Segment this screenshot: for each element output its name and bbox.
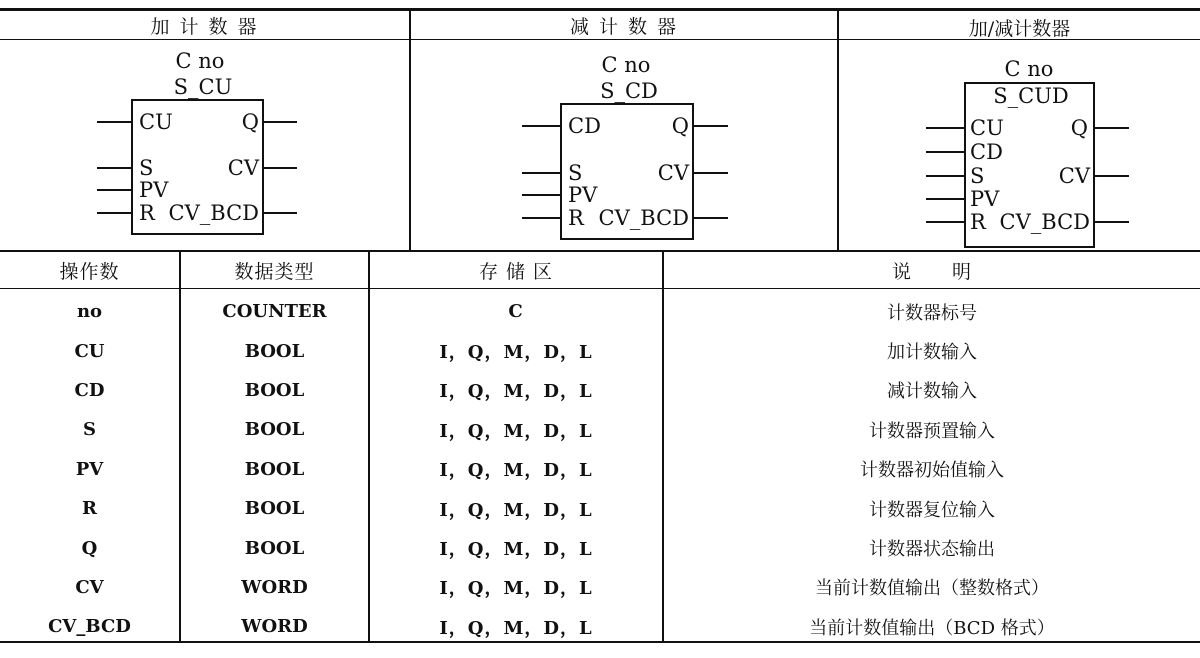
pin-label: Q bbox=[671, 114, 689, 138]
title-down-counter: 减 计 数 器 bbox=[569, 16, 679, 38]
cell-data-type: BOOL bbox=[244, 379, 305, 401]
pin-label: CD bbox=[568, 114, 601, 138]
cell-memory-area: I，Q，M，D，L bbox=[439, 342, 593, 364]
cell-operand: CU bbox=[74, 340, 105, 362]
pin-label: R bbox=[139, 201, 155, 225]
cell-operand: CD bbox=[74, 379, 105, 401]
cell-operand: no bbox=[76, 301, 103, 323]
cell-operand: R bbox=[82, 498, 97, 520]
block-name: C no bbox=[1004, 57, 1054, 81]
cell-operand: CV bbox=[75, 576, 104, 598]
title-updown-counter: 加/减计数器 bbox=[968, 18, 1071, 40]
pin-label: CD bbox=[970, 140, 1003, 164]
cell-description: 计数器状态输出 bbox=[869, 539, 995, 561]
block-name: C no bbox=[601, 53, 651, 77]
cell-description: 加计数输入 bbox=[887, 342, 977, 364]
pin-label: CV_BCD bbox=[168, 201, 259, 225]
pin-label: Q bbox=[241, 110, 259, 134]
cell-operand: CV_BCD bbox=[48, 616, 131, 638]
pin-label: CV bbox=[1058, 164, 1090, 188]
pin-label: R bbox=[568, 206, 584, 230]
pin-label: R bbox=[970, 210, 986, 234]
cell-description: 计数器初始值输入 bbox=[860, 460, 1004, 482]
pin-label: PV bbox=[139, 178, 169, 202]
cell-description: 当前计数值输出（BCD 格式） bbox=[809, 617, 1055, 639]
title-up-counter: 加 计 数 器 bbox=[150, 16, 259, 38]
header-operand: 操作数 bbox=[59, 260, 120, 283]
cell-data-type: BOOL bbox=[244, 340, 305, 362]
cell-operand: S bbox=[83, 419, 96, 441]
cell-data-type: COUNTER bbox=[222, 301, 327, 323]
pin-label: CV_BCD bbox=[999, 210, 1090, 234]
cell-description: 计数器预置输入 bbox=[869, 420, 995, 442]
pin-label: PV bbox=[970, 187, 1000, 211]
cell-memory-area: I，Q，M，D，L bbox=[439, 420, 593, 442]
pin-label: CV bbox=[657, 161, 689, 185]
header-data-type: 数据类型 bbox=[234, 260, 315, 283]
cell-memory-area: I，Q，M，D，L bbox=[439, 460, 593, 482]
cell-operand: PV bbox=[75, 458, 104, 480]
cell-memory-area: I，Q，M，D，L bbox=[439, 539, 593, 561]
cell-data-type: WORD bbox=[241, 576, 308, 598]
cell-description: 计数器复位输入 bbox=[869, 499, 995, 521]
cell-data-type: BOOL bbox=[244, 419, 305, 441]
cell-data-type: BOOL bbox=[244, 498, 305, 520]
cell-memory-area: C bbox=[508, 301, 524, 323]
cell-data-type: WORD bbox=[241, 616, 308, 638]
pin-label: PV bbox=[568, 183, 598, 207]
cell-memory-area: I，Q，M，D，L bbox=[439, 578, 593, 600]
pin-label: S bbox=[139, 156, 154, 180]
block-name: C no bbox=[175, 49, 225, 73]
pin-label: S bbox=[568, 161, 583, 185]
cell-description: 当前计数值输出（整数格式） bbox=[815, 578, 1049, 600]
block-type: S_CUD bbox=[993, 84, 1069, 108]
header-description: 说 明 bbox=[891, 260, 972, 283]
header-memory-area: 存 储 区 bbox=[478, 260, 554, 283]
cell-memory-area: I，Q，M，D，L bbox=[439, 499, 593, 521]
cell-data-type: BOOL bbox=[244, 537, 305, 559]
pin-label: S bbox=[970, 164, 985, 188]
cell-description: 减计数输入 bbox=[887, 381, 977, 403]
cell-description: 计数器标号 bbox=[887, 302, 977, 324]
pin-label: CU bbox=[970, 116, 1004, 140]
cell-memory-area: I，Q，M，D，L bbox=[439, 381, 593, 403]
pin-label: CV_BCD bbox=[598, 206, 689, 230]
cell-operand: Q bbox=[81, 537, 98, 559]
pin-label: CV bbox=[227, 156, 259, 180]
block-type: S_CU bbox=[173, 75, 233, 99]
pin-label: Q bbox=[1070, 116, 1088, 140]
cell-memory-area: I，Q，M，D，L bbox=[439, 617, 593, 639]
pin-label: CU bbox=[139, 110, 173, 134]
block-type: S_CD bbox=[600, 79, 658, 103]
cell-data-type: BOOL bbox=[244, 458, 305, 480]
